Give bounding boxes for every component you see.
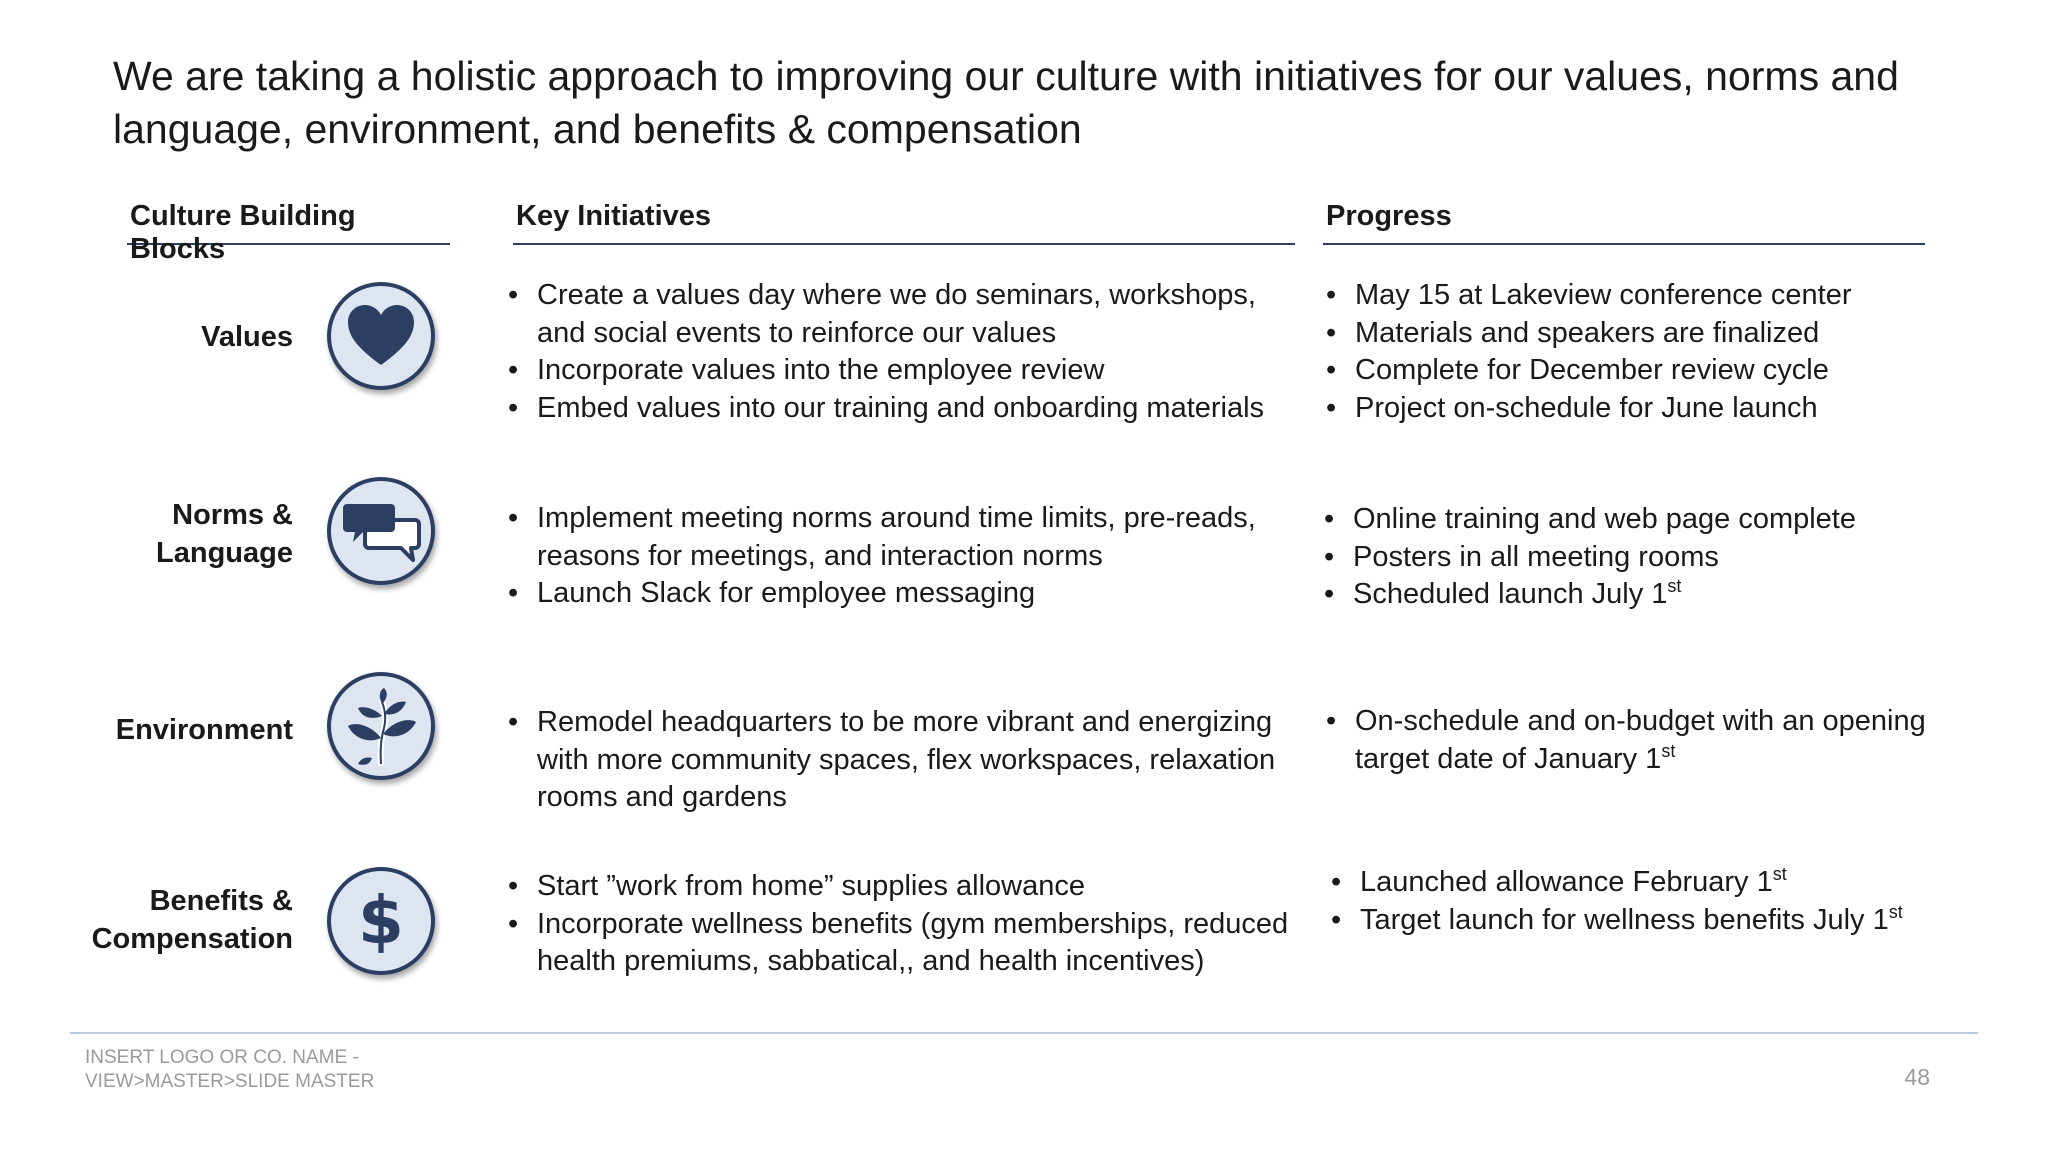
list-item (1326, 315, 1966, 353)
progress-text: Materials and speakers are finalized (1355, 316, 1820, 349)
row-label-line: Language (156, 537, 293, 569)
footer-placeholder (85, 1046, 374, 1094)
list-item: • Create a values day where we do seminars, workshops, and social events to reinforce our values (508, 277, 1298, 352)
column-header-blocks-label: Culture Building Blocks (130, 200, 356, 265)
list-item (1326, 390, 1966, 428)
list-item: • Remodel headquarters to be more vibrant and energizing with more community spaces, flex workspaces, relaxation rooms and gardens (508, 704, 1298, 817)
column-header-progress-label: Progress (1326, 200, 1452, 232)
row-label-line: Compensation (91, 923, 293, 955)
page-number: 48 (1904, 1064, 1930, 1090)
column-header-initiatives (513, 200, 1295, 245)
progress-list-benefits-compensation (1331, 864, 1971, 939)
progress-text: Online training and web page complete (1353, 503, 1856, 535)
progress-list-environment (1326, 703, 1966, 778)
heart-icon (327, 282, 435, 390)
list-item: • Embed values into our training and onboarding materials (508, 390, 1298, 428)
list-item (1326, 352, 1966, 390)
speech-bubbles-icon (327, 477, 435, 585)
initiatives-list-benefits-compensation (508, 868, 1308, 981)
progress-text: Launched allowance February 1 (1360, 866, 1773, 898)
row-label-benefits-compensation (43, 882, 293, 958)
list-item: • Launch Slack for employee messaging (508, 575, 1298, 613)
initiatives-list-values (508, 277, 1298, 427)
progress-list-values (1326, 277, 1966, 427)
list-item: • Implement meeting norms around time limits, pre-reads, reasons for meetings, and interaction norms (508, 500, 1298, 575)
row-label-norms-language (43, 496, 293, 572)
progress-text: Project on-schedule for June launch (1355, 391, 1818, 424)
list-item (1326, 703, 1966, 778)
progress-text: May 15 at Lakeview conference center (1355, 279, 1852, 311)
plant-icon (327, 672, 435, 780)
list-item: • Incorporate values into the employee review (508, 352, 1298, 390)
progress-list-norms-language (1324, 501, 1964, 614)
row-label-line: Environment (115, 714, 293, 746)
row-label-values (43, 318, 293, 356)
row-label-environment (43, 711, 293, 749)
list-item (1324, 539, 1964, 577)
footer-line-2: VIEW>MASTER>SLIDE MASTER (85, 1071, 375, 1092)
ordinal-suffix: st (1772, 864, 1787, 884)
ordinal-suffix: st (1667, 576, 1682, 596)
ordinal-suffix: st (1888, 901, 1903, 922)
list-item (1331, 902, 1971, 940)
row-label-line: Norms & (172, 499, 293, 531)
initiatives-list-environment (508, 704, 1298, 817)
dollar-sign-icon: $ (327, 867, 435, 975)
list-item (1331, 864, 1971, 902)
list-item (1324, 576, 1964, 614)
progress-text: Scheduled launch July 1 (1353, 578, 1668, 610)
initiatives-list-norms-language (508, 500, 1298, 613)
slide-title: We are taking a holistic approach to improving our culture with initiatives for our values, norms and language, environment, and benefits & compensation (113, 53, 1899, 152)
list-item (1324, 501, 1964, 539)
column-header-blocks (127, 200, 450, 265)
footer-divider (70, 1032, 1978, 1034)
list-item: • Start ”work from home” supplies allowance (508, 868, 1308, 906)
progress-text: Posters in all meeting rooms (1353, 540, 1719, 573)
progress-text: Target launch for wellness benefits July 1 (1360, 903, 1889, 936)
row-label-line: Benefits & (149, 885, 293, 917)
row-label-line: Values (201, 321, 293, 353)
list-item (1326, 277, 1966, 315)
progress-text: On-schedule and on-budget with an opening target date of January 1 (1355, 705, 1926, 775)
footer-line-1: INSERT LOGO OR CO. NAME - (85, 1047, 359, 1068)
column-header-progress (1323, 200, 1925, 245)
ordinal-suffix: st (1661, 740, 1676, 761)
list-item: • Incorporate wellness benefits (gym memberships, reduced health premiums, sabbatical,, and health incentives) (508, 906, 1308, 981)
progress-text: Complete for December review cycle (1355, 354, 1829, 386)
column-header-initiatives-label: Key Initiatives (516, 200, 712, 232)
